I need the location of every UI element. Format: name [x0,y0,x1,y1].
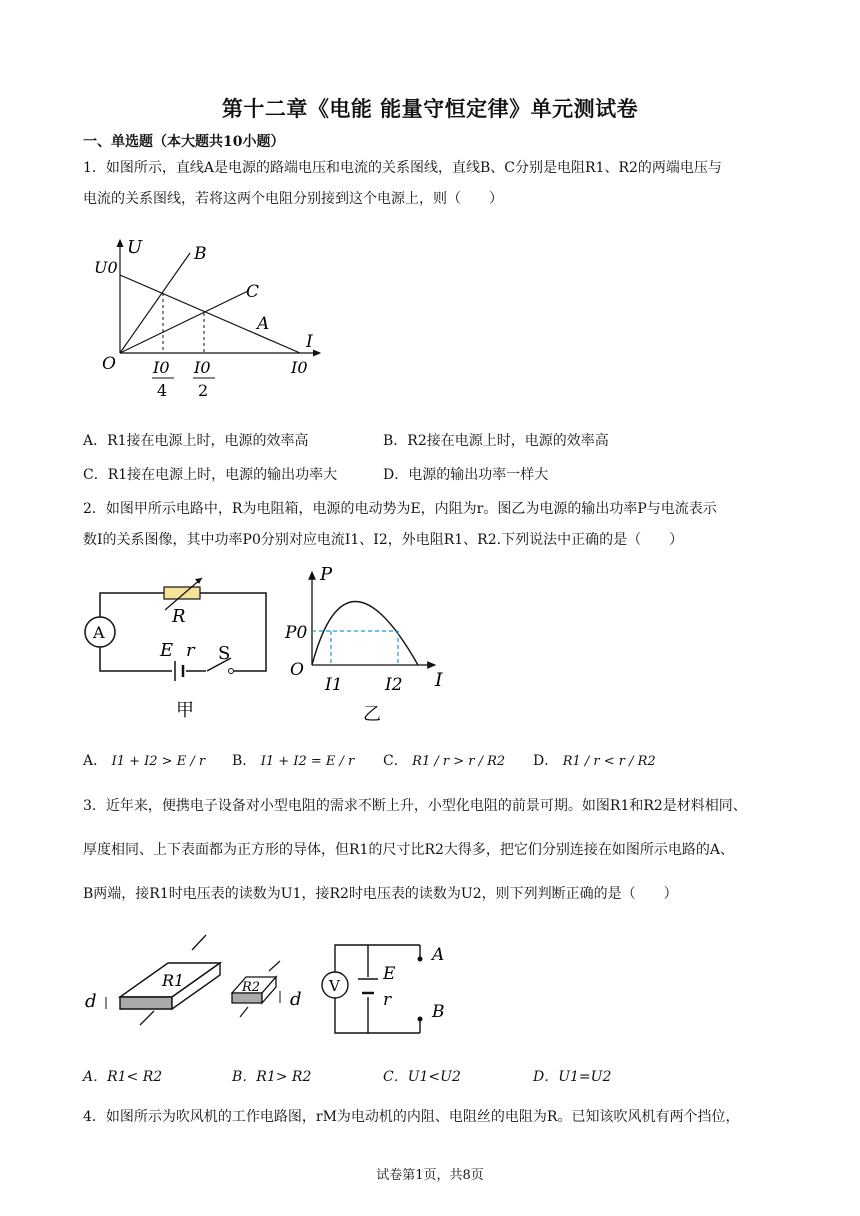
q2-label-i2: I2 [385,675,403,695]
q1-label-b: B [194,244,207,264]
q2-option-c-label: C． [383,753,408,769]
q2-label-i: I [435,669,443,691]
q2-label-r-box: R [172,606,186,627]
q1-text-line1: 1．如图所示，直线A是电源的路端电压和电流的关系图线，直线B、C分别是电阻R1、R2的两端电压与 [83,160,722,176]
q2-resistor-box [164,587,200,599]
q2-option-b-expr: I1 + I2 = E / r [260,754,355,769]
q3-terminal-b [418,1017,423,1022]
q2-option-d[interactable] [533,750,656,770]
q2-option-c-expr: R1 / r > r / R2 [412,754,506,769]
q2-option-a-label: A． [83,753,108,769]
q3-text-line1: 3．近年来，便携电子设备对小型电阻的需求不断上升，小型化电阻的前景可期。如图R1和R2是材料相同、 [83,798,747,814]
q1-label-u0: U0 [94,258,118,277]
q1-option-d[interactable]: D．电源的输出功率一样大 [383,467,549,483]
q1-label-o: O [102,354,116,374]
q3-r1-front [120,997,172,1009]
q2-option-a[interactable] [83,750,205,770]
q1-option-c[interactable]: C．R1接在电源上时，电源的输出功率大 [83,467,338,483]
q2-option-b-label: B． [232,753,257,769]
q1-option-a[interactable]: A．R1接在电源上时，电源的效率高 [83,433,309,449]
q3-label-b: B [432,1002,445,1022]
q3-option-a[interactable]: A．R1< R2 [83,1069,163,1085]
q2-label-i1: I1 [325,675,343,695]
q3-label-r: r [383,990,392,1010]
q1-text-line2: 电流的关系图线，若将这两个电阻分别接到这个电源上，则（ ） [83,191,503,207]
section-heading: 一、单选题（本大题共10小题） [83,134,285,150]
q3-terminal-a [418,957,423,962]
q2-option-b[interactable] [232,750,354,770]
page-footer: 试卷第1页，共8页 [376,1168,484,1183]
q2-label-r: r [186,640,195,661]
q2-label-e: E [160,640,174,661]
q3-text-line3: B两端，接R1时电压表的读数为U1，接R2时电压表的读数为U2，则下列判断正确的是（ ） [83,886,678,902]
q3-text-line2: 厚度相同、上下表面都为正方形的导体，但R1的尺寸比R2大得多，把它们分别连接在如图所示电路的A、 [83,842,735,858]
q2-label-jia: 甲 [176,700,194,721]
q2-power-curve [312,602,418,666]
q2-label-s: S [218,643,231,664]
q1-label-a: A [257,314,270,334]
q2-label-p0: P0 [285,623,308,643]
q3-label-a: A [432,945,445,965]
q3-voltmeter-label: V [329,977,340,995]
q2-option-c[interactable] [383,750,505,770]
q1-label-u: U [127,237,143,258]
q3-label-r1: R1 [162,971,185,990]
q2-label-o: O [290,660,304,680]
q4-text-line1: 4．如图所示为吹风机的工作电路图，rM为电动机的内阻、电阻丝的电阻为R。已知该吹风机有两个挡位， [83,1109,740,1125]
q1-label-i0: I0 [291,358,308,377]
q2-text-line2: 数I的关系图像，其中功率P0分别对应电流I1、I2，外电阻R1、R2.下列说法中正确的是（ ） [83,532,684,548]
q1-frac1-num: I0 [153,358,170,377]
q1-frac2-den: 2 [198,381,209,400]
q1-option-b[interactable]: B．R2接在电源上时，电源的效率高 [383,433,609,449]
q2-ammeter-label: A [93,623,105,642]
q3-r1-lead-bottom [140,1011,154,1025]
q3-r1-lead-top [192,935,206,950]
q2-text-line1: 2．如图甲所示电路中，R为电阻箱，电源的电动势为E，内阻为r。图乙为电源的输出功率P与电流表示 [83,501,717,517]
q2-option-d-label: D． [533,753,559,769]
q1-frac2-num: I0 [194,358,211,377]
q3-label-d2: d [290,989,302,1010]
q2-figure [80,560,460,725]
q1-frac1-den: 4 [157,381,168,400]
page-title: 第十二章《电能 能量守恒定律》单元测试卷 [221,97,639,121]
q3-label-e: E [383,964,396,984]
q2-circuit-wire [100,593,266,671]
q2-label-yi: 乙 [363,704,381,725]
q3-r2-lead-top [269,961,280,971]
q3-option-c[interactable]: C．U1<U2 [383,1069,461,1085]
q2-option-d-expr: R1 / r < r / R2 [562,754,656,769]
q3-label-d1: d [85,991,97,1012]
q3-figure [80,925,480,1045]
q1-line-b [120,253,190,353]
q1-ui-graph [90,235,330,405]
q3-label-r2: R2 [242,980,261,995]
q2-label-p: P [320,564,333,585]
q2-option-a-expr: I1 + I2 > E / r [111,754,206,769]
q1-label-i: I [306,332,313,352]
q1-label-c: C [246,282,260,302]
q2-switch-contact [229,669,234,674]
q3-r2-lead-bottom [240,1007,248,1017]
q3-option-d[interactable]: D．U1=U2 [533,1069,612,1085]
q3-option-b[interactable]: B．R1> R2 [232,1069,312,1085]
